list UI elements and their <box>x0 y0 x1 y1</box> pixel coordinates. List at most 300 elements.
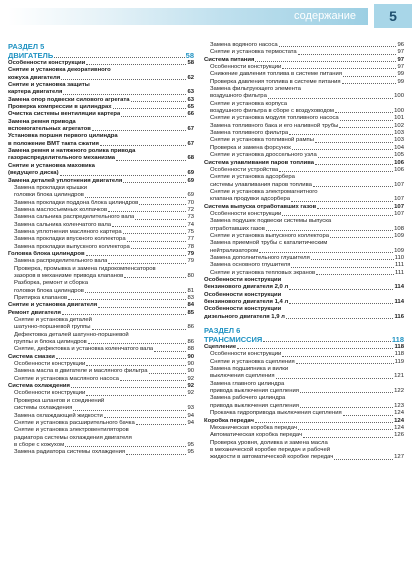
toc-entry-line: в механической коробке передач и рабочей <box>210 446 331 453</box>
toc-entry <box>8 376 194 383</box>
toc-entry-title: Проверка давления топлива в системе питания <box>210 78 341 85</box>
toc-entry-title: Прокачка гидропривода выключения сцепления <box>210 410 342 417</box>
toc-entry <box>8 229 194 236</box>
toc-entry-line: Замена приемной трубы с каталитическим <box>210 240 328 247</box>
toc-entry-title: Система смазки <box>8 353 55 360</box>
dot-leader <box>291 201 393 202</box>
toc-entry <box>204 42 404 49</box>
toc-entry-title: нейтрализатором <box>210 247 259 254</box>
toc-entry-title: Замена прокладки поддона блока цилиндров <box>14 199 139 206</box>
toc-page-number: 69 <box>187 177 194 184</box>
toc-page-number: 105 <box>394 152 404 159</box>
toc-page-number: 63 <box>187 96 194 103</box>
toc-page-number: 107 <box>394 203 404 210</box>
dot-leader <box>276 378 394 379</box>
toc-page-number: 107 <box>394 181 404 188</box>
toc-page-number: 88 <box>187 346 194 353</box>
toc-entry-title: привода выключения сцепления <box>210 388 299 395</box>
toc-entry <box>8 361 194 368</box>
toc-page-number: 104 <box>394 144 404 151</box>
toc-page-number: 62 <box>187 74 194 81</box>
toc-entry-title: Проверка компрессии в цилиндрах <box>8 104 112 111</box>
toc-entry-title: Замена сальника коленчатого вала <box>14 221 112 228</box>
dot-leader <box>71 387 186 388</box>
dot-leader <box>120 380 187 381</box>
toc-right-column <box>204 42 404 462</box>
toc-entry <box>8 339 194 346</box>
toc-entry-title: Очистка системы вентиляции картера <box>8 111 121 118</box>
toc-entry-title: Снятие и установка дроссельного узла <box>210 152 317 159</box>
toc-entry-title: системы улавливания паров топлива <box>210 181 312 188</box>
toc-entry-line: Замена рабочего цилиндра <box>210 395 286 402</box>
toc-page-number: 63 <box>187 89 194 96</box>
toc-entry-line: Снятие и установка маховика <box>8 162 95 169</box>
toc-page-number: 90 <box>187 353 194 360</box>
dot-leader <box>311 259 394 260</box>
toc-entry-line: Замена фильтрующего элемента <box>210 86 301 93</box>
toc-entry-title: Система питания <box>204 56 255 63</box>
toc-entry <box>204 115 404 122</box>
toc-page-number: 90 <box>187 368 194 375</box>
toc-entry <box>204 79 404 86</box>
toc-entry-line: Снятие и установка адсорбера <box>210 174 295 181</box>
toc-page-number: 116 <box>394 313 404 320</box>
toc-entry <box>204 403 404 410</box>
toc-entry <box>204 248 404 255</box>
dot-leader <box>342 83 397 84</box>
toc-entry-title: шатунно-поршневой группы <box>14 324 91 331</box>
dot-leader <box>268 98 393 99</box>
toc-page-number: 90 <box>187 361 194 368</box>
toc-entry <box>8 141 194 148</box>
toc-entry <box>204 49 404 56</box>
toc-entry-title: клапана продувки адсорбера <box>210 196 291 203</box>
toc-entry <box>204 344 404 351</box>
dot-leader <box>65 446 186 447</box>
section-label: РАЗДЕЛ 5 <box>8 42 45 51</box>
dot-leader <box>86 64 186 65</box>
toc-entry <box>8 236 194 243</box>
toc-page-number: 106 <box>394 159 404 166</box>
toc-page-number: 92 <box>187 383 194 390</box>
toc-entry-title: головки блока цилиндров <box>14 192 84 199</box>
dot-leader <box>124 277 186 278</box>
page-header <box>0 0 412 28</box>
toc-page-number: 77 <box>187 236 194 243</box>
toc-entry <box>204 255 404 262</box>
toc-entry-title: головки блока цилиндров <box>14 287 84 294</box>
dot-leader <box>113 108 187 109</box>
dot-leader <box>263 341 391 342</box>
toc-entry <box>8 222 194 229</box>
dot-leader <box>85 197 187 198</box>
toc-entry-title: Замена водяного насоса <box>210 42 278 48</box>
toc-entry-title: Система улавливания паров топлива <box>204 159 315 166</box>
toc-entry-title: Сцепление <box>204 344 237 351</box>
section-label: РАЗДЕЛ 6 <box>204 326 241 336</box>
dot-leader <box>85 292 187 293</box>
toc-entry <box>8 60 194 67</box>
toc-entry-title: Снятие и установка расширительного бачка <box>14 419 135 426</box>
dot-leader <box>136 424 187 425</box>
dot-leader <box>318 157 393 158</box>
toc-entry <box>8 324 194 331</box>
toc-entry-title: выключения сцепления <box>210 373 275 380</box>
dot-leader <box>266 230 393 231</box>
toc-entry <box>204 262 404 269</box>
dot-leader <box>63 94 186 95</box>
toc-entry <box>204 145 404 152</box>
toc-entry-title: Система охлаждения <box>8 383 70 390</box>
dot-leader <box>282 356 393 357</box>
toc-page-number: 107 <box>394 210 404 217</box>
dot-leader <box>149 373 187 374</box>
dot-leader <box>340 120 393 121</box>
toc-entry-title: воздушного фильтра <box>210 93 267 100</box>
dot-leader <box>104 417 187 418</box>
toc-entry <box>204 418 404 425</box>
toc-entry-title: Снятие и установка топливной рампы <box>210 137 314 144</box>
toc-entry-line: Замена подушек подвески системы выпуска <box>210 218 332 225</box>
dot-leader <box>121 116 186 117</box>
toc-entry <box>8 302 194 309</box>
toc-page-number: 124 <box>394 417 404 424</box>
dot-leader <box>313 186 393 187</box>
toc-entry-title: Замена маслосъемных колпачков <box>14 206 108 213</box>
toc-page-number: 74 <box>187 221 194 228</box>
toc-page-number: 102 <box>394 122 404 129</box>
toc-page-number: 86 <box>187 339 194 346</box>
toc-entry <box>204 182 404 189</box>
toc-page-number: 84 <box>187 302 194 309</box>
toc-entry-title: Особенности конструкции <box>8 60 86 66</box>
toc-entry-line: Замена главного цилиндра <box>210 380 285 387</box>
toc-entry-line: Особенности конструкции <box>204 291 282 298</box>
dot-leader <box>335 112 393 113</box>
toc-page-number: 100 <box>394 108 404 115</box>
toc-page-number: 122 <box>394 388 404 395</box>
toc-entry <box>204 64 404 71</box>
toc-entry-line: радиатора системы охлаждения двигателя <box>14 434 132 441</box>
toc-entry-title: в сборе с кожухом <box>14 441 65 448</box>
dot-leader <box>127 241 187 242</box>
toc-entry <box>8 214 194 221</box>
toc-entry-title: Снятие и установка модуля топливного насоса <box>210 115 339 122</box>
dot-leader <box>54 57 184 58</box>
toc-entry <box>8 251 194 258</box>
toc-entry-title: Снятие и установка двигателя <box>8 302 98 309</box>
dot-leader <box>92 130 187 131</box>
dot-leader <box>300 407 393 408</box>
toc-entry-title: Снятие, дефектовка и установка коленчатого вала <box>14 346 154 353</box>
toc-entry-title: Система выпуска отработавших газов <box>204 203 317 210</box>
toc-entry <box>8 413 194 420</box>
toc-entry-title: жидкости в автоматической коробке передач <box>210 454 334 461</box>
dot-leader <box>298 429 393 430</box>
toc-page-number: 106 <box>394 166 404 173</box>
toc-entry-title: Замена топливного фильтра <box>210 130 289 137</box>
dot-leader <box>135 219 186 220</box>
toc-entry <box>8 104 194 111</box>
dot-leader <box>62 314 186 315</box>
toc-left-column <box>8 42 194 457</box>
toc-entry-title: картера двигателя <box>8 89 63 96</box>
toc-entry-line: Проверка, промывка и замена гидрокомпенсаторов <box>14 265 156 272</box>
toc-entry-line: Проверка шлангов и соединений <box>14 397 105 404</box>
toc-entry-title: Снятие и установка масляного насоса <box>14 375 119 382</box>
toc-page-number: 79 <box>187 250 194 257</box>
dot-leader <box>330 237 393 238</box>
toc-page-number: 103 <box>394 137 404 144</box>
toc-entry-title: отработавших газов <box>210 225 265 232</box>
toc-page-number: 118 <box>394 344 404 351</box>
toc-page-number: 97 <box>397 56 404 63</box>
toc-entry <box>8 200 194 207</box>
toc-entry-title: Снятие и установка тепловых экранов <box>210 269 316 276</box>
toc-entry <box>204 425 404 432</box>
toc-page-number: 114 <box>394 284 404 291</box>
dot-leader <box>88 343 187 344</box>
toc-entry-title: Проверка и замена форсунок <box>210 144 291 151</box>
toc-entry <box>8 244 194 251</box>
toc-page-number: 110 <box>394 254 404 261</box>
toc-entry-title: системы охлаждения <box>14 405 73 412</box>
toc-page-number: 119 <box>394 358 404 365</box>
toc-entry <box>8 354 194 361</box>
toc-entry <box>8 390 194 397</box>
toc-page-number: 93 <box>187 405 194 412</box>
dot-leader <box>86 365 186 366</box>
header-title: содержание <box>294 10 356 22</box>
dot-leader <box>279 171 393 172</box>
dot-leader <box>343 415 393 416</box>
dot-leader <box>139 204 186 205</box>
toc-entry <box>8 295 194 302</box>
toc-entry-title: Механическая коробка передач <box>210 424 297 431</box>
dot-leader <box>237 348 393 349</box>
toc-entry-title: дизельного двигателя 1,9 л <box>204 313 285 320</box>
dot-leader <box>339 127 393 128</box>
dot-leader <box>116 160 186 161</box>
toc-page-number: 118 <box>394 351 404 358</box>
toc-entry-title: Снижение давления топлива в системе питания <box>210 71 343 78</box>
toc-entry-title: группы и блока цилиндров <box>14 339 87 346</box>
dot-leader <box>112 226 186 227</box>
toc-page-number: 86 <box>187 324 194 331</box>
toc-entry-title: Особенности конструкции <box>210 210 282 217</box>
toc-entry <box>8 383 194 390</box>
toc-entry <box>204 388 404 395</box>
toc-page-number: 85 <box>187 309 194 316</box>
toc-page-number: 100 <box>394 93 404 100</box>
toc-page-number: 58 <box>187 60 194 66</box>
toc-entry <box>8 207 194 214</box>
dot-leader <box>315 164 393 165</box>
toc-page-number: 99 <box>397 78 404 85</box>
dot-leader <box>131 101 187 102</box>
toc-page-number: 68 <box>187 155 194 162</box>
toc-entry <box>204 57 404 64</box>
toc-page-number: 124 <box>394 424 404 431</box>
toc-entry <box>8 449 194 456</box>
dot-leader <box>123 233 187 234</box>
dot-leader <box>298 54 397 55</box>
toc-entry <box>204 314 404 321</box>
dot-leader <box>317 208 393 209</box>
toc-entry-title: Особенности конструкции <box>14 390 86 397</box>
toc-entry-title: Особенности конструкции <box>210 64 282 71</box>
toc-entry-title: Замена охлаждающей жидкости <box>14 412 103 419</box>
toc-entry-title: Притирка клапанов <box>14 295 68 301</box>
dot-leader <box>296 363 394 364</box>
toc-page-number: 79 <box>187 258 194 265</box>
toc-entry-title: Коробка передач <box>204 417 254 424</box>
toc-entry <box>204 454 404 461</box>
toc-entry <box>8 155 194 162</box>
toc-entry <box>204 204 404 211</box>
toc-entry-title: Снятие и установка сцепления <box>210 358 295 365</box>
toc-page-number: 72 <box>187 206 194 213</box>
dot-leader <box>315 142 393 143</box>
toc-page-number: 69 <box>187 170 194 177</box>
toc-entry <box>8 405 194 412</box>
toc-entry-title: Снятие и установка выпускного коллектора <box>210 232 329 239</box>
toc-entry-line: Особенности конструкции <box>204 277 282 283</box>
toc-entry-title: Замена распределительного вала <box>14 258 108 265</box>
toc-page-number: 121 <box>394 373 404 380</box>
toc-page-number: 109 <box>394 232 404 239</box>
toc-page-number: 96 <box>397 42 404 48</box>
toc-page-number: 92 <box>187 390 194 397</box>
toc-page-number: 78 <box>187 243 194 250</box>
toc-entry-line: Разборка, ремонт и сборка <box>14 280 89 287</box>
toc-entry-title: ДВИГАТЕЛЬ <box>8 51 54 60</box>
toc-entry-line: Особенности конструкции <box>204 306 282 313</box>
toc-page-number: 80 <box>187 272 194 279</box>
toc-entry-title: Особенности конструкции <box>210 351 282 358</box>
toc-entry-title: вспомогательных агрегатов <box>8 126 91 133</box>
toc-entry <box>204 160 404 167</box>
toc-page-number: 126 <box>394 432 404 439</box>
toc-page-number: 94 <box>187 419 194 426</box>
toc-entry-line: Снятие и установка защиты <box>8 82 90 89</box>
dot-leader <box>154 351 186 352</box>
toc-page-number: 94 <box>187 412 194 419</box>
toc-page-number: 67 <box>187 126 194 133</box>
dot-leader <box>255 61 396 62</box>
toc-entry <box>204 123 404 130</box>
dot-leader <box>86 255 187 256</box>
dot-leader <box>61 79 186 80</box>
toc-page-number: 124 <box>394 410 404 417</box>
dot-leader <box>282 68 396 69</box>
toc-entry <box>204 152 404 159</box>
toc-page-number: 75 <box>187 228 194 235</box>
dot-leader <box>282 215 393 216</box>
toc-entry-line: Дефектовка деталей шатунно-поршневой <box>14 331 129 338</box>
dot-leader <box>255 422 393 423</box>
toc-entry-title: Замена деталей уплотнения двигателя <box>8 177 123 184</box>
toc-entry-title: Замена прокладки впускного коллектора <box>14 236 126 243</box>
toc-entry <box>8 89 194 96</box>
toc-entry-title: Особенности конструкции <box>14 361 86 368</box>
toc-entry-title: в положение ВМТ такта сжатия <box>8 140 99 147</box>
toc-entry-title: кожуха двигателя <box>8 74 61 81</box>
section-title <box>8 51 194 60</box>
toc-entry-line: Замена прокладки крышки <box>14 184 88 191</box>
toc-entry <box>8 258 194 265</box>
toc-entry <box>204 130 404 137</box>
toc-entry <box>8 310 194 317</box>
toc-entry <box>204 351 404 358</box>
toc-page-number: 65 <box>187 104 194 111</box>
toc-page-number: 99 <box>397 71 404 78</box>
toc-entry <box>204 270 404 277</box>
toc-page-number: 109 <box>394 247 404 254</box>
dot-leader <box>108 211 186 212</box>
toc-entry <box>204 108 404 115</box>
toc-entry-title: Замена прокладки выпускного коллектора <box>14 243 130 250</box>
toc-page-number: 114 <box>394 299 404 306</box>
toc-entry-line: Снятие и установка корпуса <box>210 100 288 107</box>
toc-entry-title: Замена топливного бака и его наливной трубы <box>210 122 339 129</box>
toc-entry-title: (ведущего диска) <box>8 170 59 177</box>
toc-entry <box>8 111 194 118</box>
toc-page-number: 92 <box>187 375 194 382</box>
dot-leader <box>108 263 186 264</box>
toc-entry-title: привода выключения сцепления <box>210 402 299 409</box>
toc-entry-title: Особенности устройства <box>210 166 279 173</box>
toc-entry-line: Замена ремня привода <box>8 118 76 125</box>
toc-entry <box>204 373 404 380</box>
toc-page-number: 108 <box>394 225 404 232</box>
toc-entry <box>204 137 404 144</box>
dot-leader <box>289 303 393 304</box>
toc-entry-title: Замена уплотнения масляного картера <box>14 228 122 235</box>
dot-leader <box>286 318 394 319</box>
toc-page-number: 95 <box>187 441 194 448</box>
dot-leader <box>123 182 186 183</box>
toc-entry <box>204 211 404 218</box>
toc-entry-title: Снятие и установка термостата <box>210 49 297 56</box>
toc-entry-title: бензинового двигателя 2,0 л <box>204 284 289 291</box>
toc-page-number: 67 <box>187 140 194 147</box>
toc-entry <box>8 97 194 104</box>
toc-entry-line: Снятие и установка деталей <box>14 317 92 324</box>
dot-leader <box>316 274 394 275</box>
toc-page-number: 118 <box>391 335 404 345</box>
dot-leader <box>92 329 187 330</box>
toc-entry-line: Снятие и установка электромагнитного <box>210 188 318 195</box>
toc-entry-title: ТРАНСМИССИЯ <box>204 335 263 345</box>
toc-entry <box>204 284 404 291</box>
toc-entry <box>8 178 194 185</box>
dot-leader <box>334 459 393 460</box>
toc-page-number: 97 <box>397 64 404 71</box>
toc-entry-title: Замена сальника распределительного вала <box>14 214 135 221</box>
toc-entry-title: Ремонт двигателя <box>8 309 61 316</box>
toc-entry <box>204 226 404 233</box>
toc-entry-title: Автоматическая коробка передач <box>210 432 303 439</box>
toc-page-number: 66 <box>187 111 194 118</box>
toc-entry <box>8 126 194 133</box>
toc-entry <box>8 75 194 82</box>
toc-entry <box>204 432 404 439</box>
dot-leader <box>343 76 396 77</box>
toc-entry-title: зазоров в механизме привода клапанов <box>14 272 124 279</box>
toc-entry <box>8 442 194 449</box>
dot-leader <box>300 392 393 393</box>
